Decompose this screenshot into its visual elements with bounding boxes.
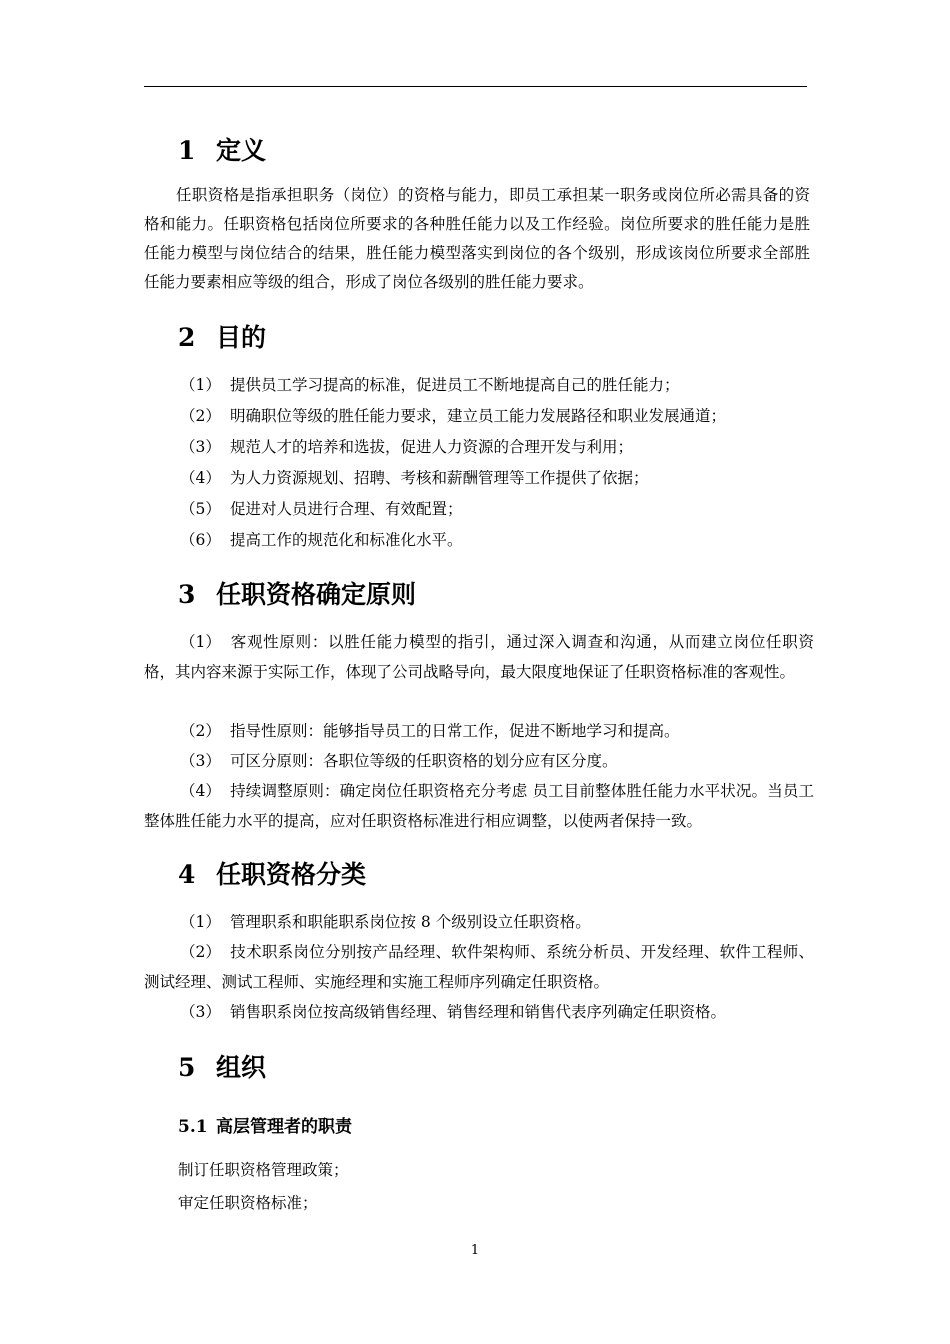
duty-line: 制订任职资格管理政策； xyxy=(178,1161,349,1179)
section-title: 任职资格确定原则 xyxy=(216,580,417,609)
section-number: 2 xyxy=(178,323,196,352)
list-text: 销售职系岗位按高级销售经理、销售经理和销售代表序列确定任职资格。 xyxy=(230,1003,727,1021)
list-text: 指导性原则：能够指导员工的日常工作，促进不断地学习和提高。 xyxy=(230,722,680,740)
duty-line: 审定任职资格标准； xyxy=(178,1194,318,1212)
list-text: 明确职位等级的胜任能力要求，建立员工能力发展路径和职业发展通道； xyxy=(230,407,727,425)
list-text: 为人力资源规划、招聘、考核和薪酬管理等工作提供了依据； xyxy=(230,469,649,487)
section-heading-1 xyxy=(178,136,266,166)
list-text: 提高工作的规范化和标准化水平。 xyxy=(230,531,463,549)
section-title: 目的 xyxy=(216,323,267,352)
section-number: 4 xyxy=(178,860,196,889)
principle-item xyxy=(144,776,814,836)
section-heading-5 xyxy=(178,1053,266,1083)
list-item xyxy=(180,371,680,400)
section-title: 定义 xyxy=(216,136,267,165)
list-index: （1） xyxy=(180,913,221,931)
list-text: 技术职系岗位分别按产品经理、软件架构师、系统分析员、开发经理、软件工程师、测试经理、测试工程师、实施经理和实施工程师序列确定任职资格。 xyxy=(144,943,814,991)
list-index: （6） xyxy=(180,531,221,549)
list-text: 管理职系和职能职系岗位按 8 个级别设立任职资格。 xyxy=(230,913,591,931)
section-number: 1 xyxy=(178,136,196,165)
category-item xyxy=(144,907,814,937)
list-index: （3） xyxy=(180,438,221,456)
section-number: 5 xyxy=(178,1053,196,1082)
list-index: （4） xyxy=(180,782,221,800)
principle-item xyxy=(144,746,814,776)
principle-item xyxy=(144,716,814,746)
subsection-heading xyxy=(178,1115,352,1139)
category-item xyxy=(144,997,814,1027)
list-index: （3） xyxy=(180,1003,221,1021)
list-text: 客观性原则：以胜任能力模型的指引，通过深入调查和沟通，从而建立岗位任职资格，其内容来源于实际工作，体现了公司战略导向，最大限度地保证了任职资格标准的客观性。 xyxy=(144,633,814,681)
list-item xyxy=(180,495,463,524)
section-title: 组织 xyxy=(216,1053,267,1082)
list-text: 促进对人员进行合理、有效配置； xyxy=(230,500,463,518)
principle-item xyxy=(144,627,814,687)
list-index: （3） xyxy=(180,752,221,770)
list-item xyxy=(180,526,463,555)
page-number: 1 xyxy=(470,1243,480,1258)
definition-paragraph: 任职资格是指承担职务（岗位）的资格与能力，即员工承担某一职务或岗位所必需具备的资格和能力。任职资格包括岗位所要求的各种胜任能力以及工作经验。岗位所要求的胜任能力是胜任能力模型与岗位结合的结果，胜任能力模型落实到岗位的各个级别，形成该岗位所要求全部胜任能力要素相应等级的组合，形成了岗位各级别的胜任能力要求。 xyxy=(144,186,810,291)
list-text: 持续调整原则：确定岗位任职资格充分考虑 员工目前整体胜任能力水平状况。当员工整体胜任能力水平的提高，应对任职资格标准进行相应调整，以使两者保持一致。 xyxy=(144,782,814,830)
subsection-number: 5.1 xyxy=(178,1117,208,1137)
list-item xyxy=(180,433,633,462)
list-item xyxy=(180,402,726,431)
list-index: （2） xyxy=(180,722,221,740)
header-rule xyxy=(144,86,807,87)
list-index: （5） xyxy=(180,500,221,518)
section-number: 3 xyxy=(178,580,196,609)
subsection-title: 高层管理者的职责 xyxy=(216,1117,352,1137)
list-text: 规范人才的培养和选拔，促进人力资源的合理开发与利用； xyxy=(230,438,634,456)
list-index: （2） xyxy=(180,943,221,961)
section-heading-3 xyxy=(178,580,416,610)
category-item xyxy=(144,937,814,997)
list-index: （1） xyxy=(180,376,221,394)
list-text: 提供员工学习提高的标准，促进员工不断地提高自己的胜任能力； xyxy=(230,376,680,394)
section-heading-2 xyxy=(178,323,266,353)
list-text: 可区分原则：各职位等级的任职资格的划分应有区分度。 xyxy=(230,752,618,770)
section-heading-4 xyxy=(178,860,366,890)
list-item xyxy=(180,464,649,493)
list-index: （2） xyxy=(180,407,221,425)
list-index: （4） xyxy=(180,469,221,487)
section-title: 任职资格分类 xyxy=(216,860,367,889)
list-index: （1） xyxy=(180,633,221,651)
